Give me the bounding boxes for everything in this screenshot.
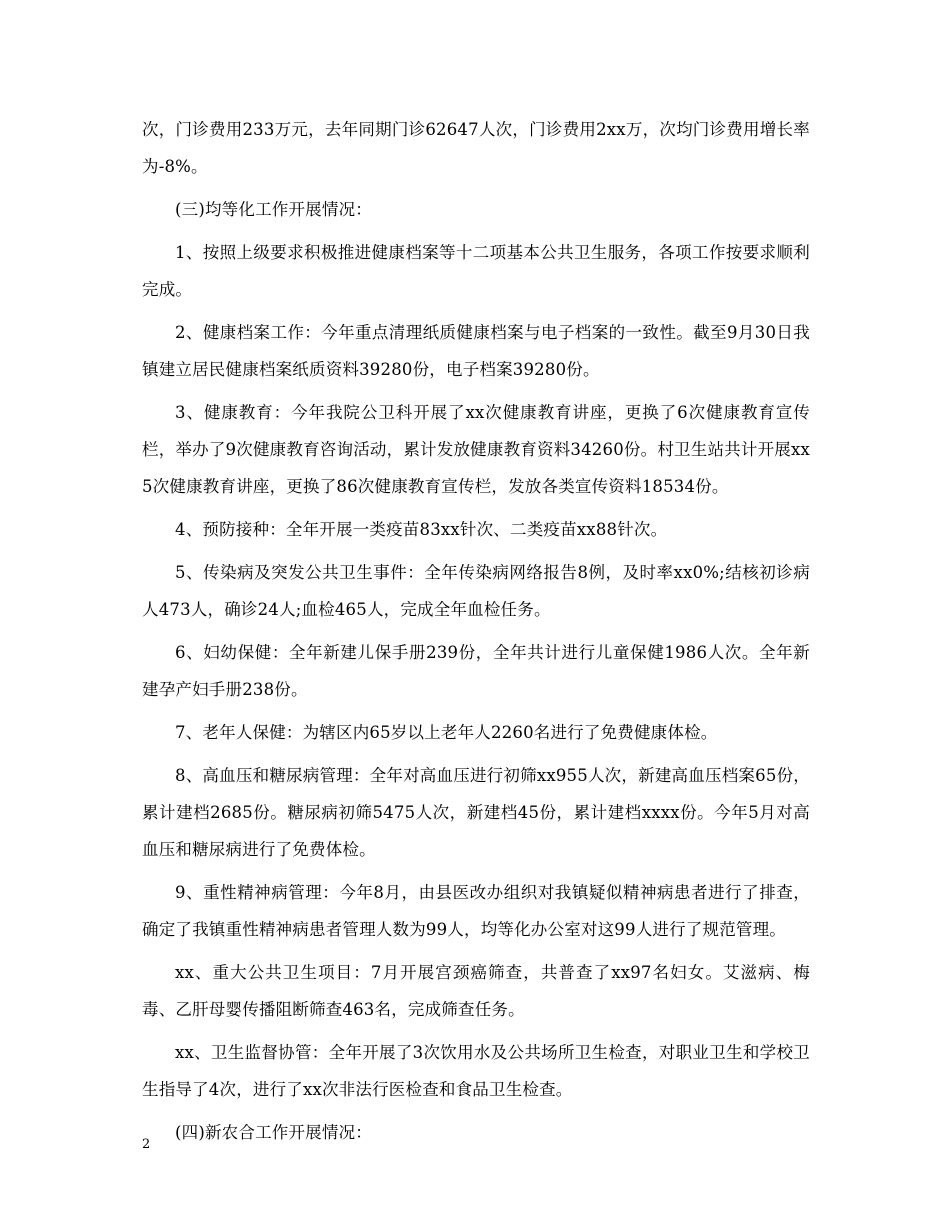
paragraph-continuation: 次，门诊费用233万元，去年同期门诊62647人次，门诊费用2xx万，次均门诊费用增长率为-8%。 bbox=[142, 120, 810, 176]
paragraph-item-2-health-records: 2、健康档案工作：今年重点清理纸质健康档案与电子档案的一致性。截至9月30日我镇建立居民健康档案纸质资料39280份，电子档案39280份。 bbox=[142, 323, 810, 379]
paragraph-item-9-mental-health: 9、重性精神病管理：今年8月，由县医改办组织对我镇疑似精神病患者进行了排查，确定了我镇重性精神病患者管理人数为99人，均等化办公室对这99人进行了规范管理。 bbox=[142, 883, 810, 939]
paragraph-item-1: 1、按照上级要求积极推进健康档案等十二项基本公共卫生服务，各项工作按要求顺利完成。 bbox=[142, 243, 810, 299]
paragraph-item-11-health-supervision: xx、卫生监督协管：全年开展了3次饮用水及公共场所卫生检查，对职业卫生和学校卫生指导了4次，进行了xx次非法行医检查和食品卫生检查。 bbox=[142, 1043, 810, 1099]
section-heading-equalization: (三)均等化工作开展情况： bbox=[175, 200, 372, 219]
paragraph-item-10-major-projects: xx、重大公共卫生项目：7月开展宫颈癌筛查，共普查了xx97名妇女。艾滋病、梅毒、乙肝母婴传播阻断筛查463名，完成筛查任务。 bbox=[142, 963, 810, 1019]
paragraph-item-6-maternal-child: 6、妇幼保健：全年新建儿保手册239份，全年共计进行儿童保健1986人次。全年新建孕产妇手册238份。 bbox=[142, 643, 810, 699]
paragraph-item-4-vaccination: 4、预防接种：全年开展一类疫苗83xx针次、二类疫苗xx88针次。 bbox=[175, 520, 668, 539]
paragraph-item-5-infectious-disease: 5、传染病及突发公共卫生事件：全年传染病网络报告8例，及时率xx0%;结核初诊病人473人，确诊24人;血检465人，完成全年血检任务。 bbox=[142, 563, 810, 619]
paragraph-item-7-elderly: 7、老年人保健：为辖区内65岁以上老年人2260名进行了免费健康体检。 bbox=[175, 723, 718, 742]
paragraph-item-8-hypertension-diabetes: 8、高血压和糖尿病管理：全年对高血压进行初筛xx955人次，新建高血压档案65份，累计建档2685份。糖尿病初筛5475人次，新建档45份，累计建档xxxx份。今年5月对高血压和糖尿病进行了免费体检。 bbox=[142, 766, 810, 859]
document-body bbox=[142, 111, 810, 1157]
page-number: 2 bbox=[142, 1137, 151, 1152]
paragraph-item-3-health-education: 3、健康教育：今年我院公卫科开展了xx次健康教育讲座，更换了6次健康教育宣传栏，举办了9次健康教育咨询活动，累计发放健康教育资料34260份。村卫生站共计开展xx5次健康教育讲座，更换了86次健康教育宣传栏，发放各类宣传资料18534份。 bbox=[142, 403, 810, 496]
section-heading-rural-cooperative: (四)新农合工作开展情况： bbox=[175, 1123, 372, 1142]
